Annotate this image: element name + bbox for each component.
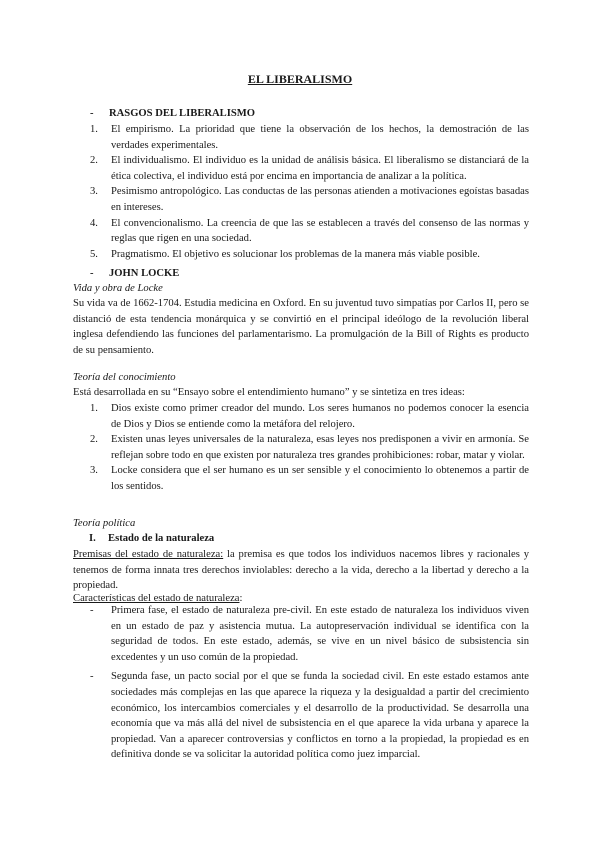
list-item (73, 247, 529, 263)
teoria-list (73, 401, 529, 495)
section-heading-text: RASGOS DEL LIBERALISMO (109, 108, 255, 119)
list-item-text: Locke considera que el ser humano es un ser sensible y el conocimiento lo obtenemos a partir de los sentidos. (111, 465, 529, 492)
rasgos-list-wrapper (73, 122, 529, 262)
list-number: 4. (90, 217, 98, 229)
list-item (73, 122, 529, 153)
section-heading-rasgos (90, 106, 255, 122)
list-item (73, 184, 529, 215)
paragraph-vida: Su vida va de 1662-1704. Estudia medicina en Oxford. En su juventud tuvo simpatías por Carlos II, pero se distanció de esta tendencia monárquica y se convirtió en el principal ideólogo de la revolución liberal inglesa defendiendo las funciones del parlamentarismo. La promulgación de la Bill of Rights es producto de su pensamiento. (73, 298, 529, 356)
list-number: 1. (90, 403, 98, 414)
section-heading-text: JOHN LOCKE (109, 268, 180, 279)
list-item-text: El convencionalismo. La creencia de que las se establecen a través del consenso de las normas y reglas que rigen en una sociedad. (111, 217, 529, 245)
list-item (73, 216, 529, 247)
rasgos-list (73, 122, 529, 262)
list-number: 3. (90, 465, 98, 477)
section-heading-locke (90, 266, 179, 282)
list-number: 2. (90, 155, 98, 167)
bullet-dash: - (90, 605, 94, 616)
paragraph-teoria-intro: Está desarrollada en su “Ensayo sobre el entendimiento humano” y se sintetiza en tres ideas: (73, 387, 465, 398)
list-item (73, 153, 529, 184)
premisas-text: la premisa es que todos los individuos nacemos libres y racionales y tenemos de forma innata tres derechos inviolables: derecho a la vida, derecho a la libertad y derecho a la propiedad. (73, 549, 529, 592)
list-item (73, 432, 529, 463)
list-item-text: El individualismo. El individuo es la unidad de análisis básica. El liberalismo se distanciará de la ética colectiva, el individuo está por encima en importancia de analizar a la política. (111, 155, 529, 182)
subsection-heading-text: Estado de la naturaleza (108, 533, 215, 544)
document-title: EL LIBERALISMO (247, 72, 353, 86)
list-item-text: Primera fase, el estado de naturaleza pre-civil. En este estado de naturaleza los individuos viven en un estado de paz y asistencia mutua. La autopreservación individual se identifica con la seguridad de todos. En este estado, además, se vive en un nivel básico de subsistencia sin excedentes y un uso común de la propiedad. (111, 605, 529, 663)
list-item-text: Pragmatismo. El objetivo es solucionar los problemas de la manera más viable posible. (111, 248, 480, 260)
teoria-list-wrapper (73, 401, 529, 495)
bullet-dash: - (90, 671, 94, 683)
list-item (73, 603, 529, 665)
subheading-teoria-politica: Teoría política (73, 518, 136, 529)
list-item-text: El empirismo. La prioridad que tiene la observación de los hechos, la demostración de las verdades experimentales. (111, 124, 529, 151)
subsection-heading-estado (89, 531, 214, 547)
bullet-dash: - (90, 108, 94, 119)
list-number: 5. (90, 248, 98, 260)
list-number: 1. (90, 124, 98, 135)
fases-list (73, 603, 529, 763)
fases-list-wrapper (73, 603, 529, 763)
list-item-text: Dios existe como primer creador del mundo. Los seres humanos no podemos conocer la esencia de Dios y Dios se entiende como la metáfora del relojero. (111, 403, 529, 430)
list-item (73, 463, 529, 494)
paragraph-premisas (73, 547, 529, 594)
caracteristicas-colon: : (239, 593, 243, 604)
list-item (73, 401, 529, 432)
list-number: 3. (90, 186, 98, 198)
list-item-text: Existen unas leyes universales de la naturaleza, esas leyes nos predisponen a vivir en armonía. Se reflejan sobre todo en que existen por naturaleza tres grandes prohibiciones: robar, matar y violar. (111, 434, 529, 461)
caracteristicas-label: Características del estado de naturaleza (73, 593, 240, 604)
subheading-vida: Vida y obra de Locke (73, 283, 163, 294)
subheading-teoria-conocimiento: Teoría del conocimiento (73, 372, 176, 383)
list-item-text: Pesimismo antropológico. Las conductas de las personas atienden a motivaciones egoístas basadas en intereses. (111, 186, 529, 213)
list-item (73, 669, 529, 763)
premisas-label: Premisas del estado de naturaleza: (73, 549, 224, 560)
bullet-dash: - (90, 268, 94, 279)
list-item-text: Segunda fase, un pacto social por el que se funda la sociedad civil. En este estado estamos ante sociedades más complejas en las que aparece la riqueza y la desigualdad a partir del crecimiento económico, los intercambios comerciales y el desarrollo de la productividad. Se desarrolla una economía que va más allá del nivel de subsistencia en el que aparece la vida urbana y aparece la propiedad. Van a aparecer controversias y conflictos en torno a la propiedad, la propiedad es en definitiva donde se va solicitar la autoridad política como juez imparcial. (111, 671, 529, 761)
list-number: 2. (90, 434, 98, 446)
roman-number: I. (89, 533, 96, 544)
